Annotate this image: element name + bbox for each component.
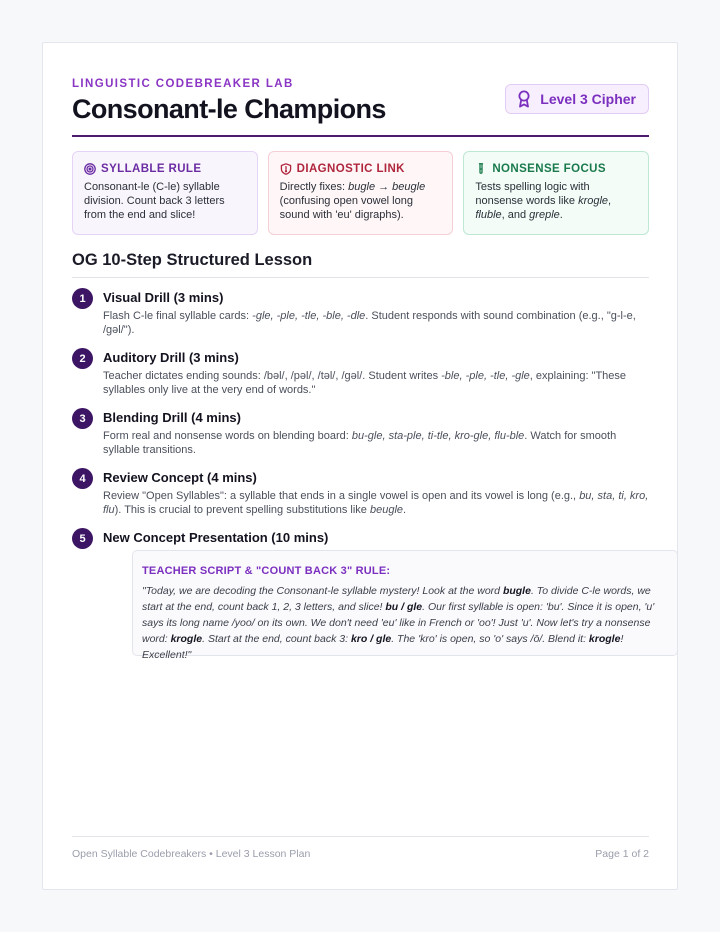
step-number: 5 xyxy=(72,528,93,549)
lesson-page xyxy=(42,42,678,890)
footer-divider xyxy=(72,836,649,837)
card-body: Tests spelling logic with nonsense words like krogle, fluble, and greple. xyxy=(475,181,612,221)
step-title: Visual Drill (3 mins) xyxy=(103,290,224,305)
section-divider xyxy=(72,277,649,278)
page-header xyxy=(72,78,649,138)
step-body: Teacher dictates ending sounds: /bəl/, /pəl/, /təl/, /gəl/. Student writes -ble, -ple, -tle, -gle, explaining: "These syllables only live at the very end of words." xyxy=(103,370,627,396)
card-body: Directly fixes: bugle → beugle (confusing open vowel long sound with 'eu' digraphs). xyxy=(279,181,426,221)
award-ribbon-icon xyxy=(516,90,532,108)
teacher-script-box xyxy=(132,550,678,661)
step-title: Review Concept (4 mins) xyxy=(103,470,257,485)
step-body: Review "Open Syllables": a syllable that ends in a single vowel is open and its vowel is long (e.g., bu, sta, ti, kro, flu). This is crucial to prevent spelling substitutions like beugle. xyxy=(103,490,649,516)
step-new-concept xyxy=(72,528,649,546)
header-divider xyxy=(72,135,649,137)
step-auditory-drill xyxy=(72,348,649,397)
step-blending-drill xyxy=(72,408,649,457)
syllable-rule-card xyxy=(72,151,258,235)
card-body: Consonant-le (C-le) syllable division. Count back 3 letters from the end and slice! xyxy=(84,181,225,221)
step-title: New Concept Presentation (10 mins) xyxy=(103,530,329,545)
info-cards xyxy=(72,151,649,235)
page-title: Consonant-le Champions xyxy=(72,94,386,124)
section-title: OG 10-Step Structured Lesson xyxy=(72,251,313,269)
card-title: DIAGNOSTIC LINK xyxy=(296,163,405,175)
teacher-script-text: "Today, we are decoding the Consonant-le syllable mystery! Look at the word bugle. To divide C-le words, we start at the end, count back 1, 2, 3 letters, and slice! bu / gle. Our first syllable is open: 'bu'. Since it is open, 'u' says its long name /yoo/ on its own. We don't need 'eu' like in French or 'oo'! Just 'u'. Now let's try a nonsense word: krogle. Start at the end, count back 3: kro / gle. The 'kro' is open, so 'o' says /ō/. Blend it: krogle! Excellent!" xyxy=(142,585,655,661)
page-number: Page 1 of 2 xyxy=(595,848,649,860)
step-title: Auditory Drill (3 mins) xyxy=(103,350,239,365)
step-review-concept xyxy=(72,468,649,517)
step-number: 2 xyxy=(72,348,93,369)
level-badge xyxy=(505,84,649,114)
card-title: NONSENSE FOCUS xyxy=(492,163,606,175)
page-footer xyxy=(72,848,649,860)
footer-left: Open Syllable Codebreakers • Level 3 Lesson Plan xyxy=(72,848,311,860)
nonsense-focus-card xyxy=(463,151,649,235)
test-tube-icon xyxy=(475,163,487,175)
diagnostic-link-card xyxy=(268,151,454,235)
card-title: SYLLABLE RULE xyxy=(101,163,202,175)
target-icon xyxy=(84,163,96,175)
step-body: Form real and nonsense words on blending board: bu-gle, sta-ple, ti-tle, kro-gle, flu-ble. Watch for smooth syllable transitions. xyxy=(103,430,617,456)
level-badge-label: Level 3 Cipher xyxy=(540,91,636,107)
step-number: 3 xyxy=(72,408,93,429)
step-body: Flash C-le final syllable cards: -gle, -ple, -tle, -ble, -dle. Student responds with sound combination (e.g., "g-l-e, /gəl/"). xyxy=(103,310,636,336)
shield-icon xyxy=(280,163,292,175)
step-title: Blending Drill (4 mins) xyxy=(103,410,241,425)
step-number: 1 xyxy=(72,288,93,309)
teacher-script-label: TEACHER SCRIPT & "COUNT BACK 3" RULE: xyxy=(142,565,391,577)
step-visual-drill xyxy=(72,288,649,337)
eyebrow-label: LINGUISTIC CODEBREAKER LAB xyxy=(72,78,294,90)
step-number: 4 xyxy=(72,468,93,489)
